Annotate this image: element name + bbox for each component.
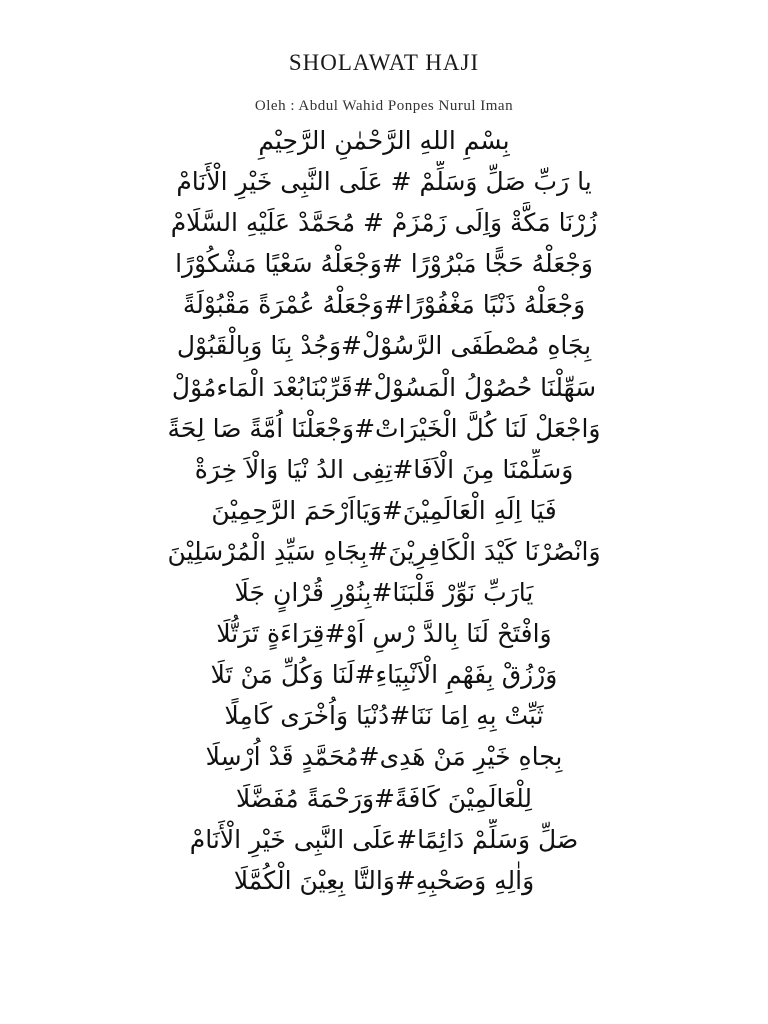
verse-line: وَاجْعَلْ لَنَا كُلَّ الْخَيْرَاتْ#وَجْعَلْنَا اُمَّةً صَا لِحَةً: [167, 413, 601, 443]
verse-line: وَجْعَلْهُ ذَنْبًا مَغْفُوْرًا#وَجْعَلْهُ عُمْرَةً مَقْبُوْلَةً: [182, 290, 586, 320]
verse-line: وَانْصُرْنَا كَيْدَ الْكَافِرِيْنَ#بِجَاهِ سَيِّدِ الْمُرْسَلِيْنَ: [167, 536, 601, 566]
verse-line: سَهِّلْنَا حُصُوْلُ الْمَسُوْلْ#قَرِّبْنَابُعْدَ الْمَاءمُوْلْ: [171, 372, 597, 402]
verse-line: وَافْتَحْ لَنَا بِالدَّ رْسِ اَوْ#قِرَاءَةٍ تَرَتُّلَا: [216, 619, 552, 649]
verse-line: وَرْزُقْ بِفَهْمِ الْاَنْبِيَاءِ#لَنَا وَكُلِّ مَنْ تَلَا: [210, 660, 558, 690]
verse-line: ثَبِّتْ بِهِ اِمَا نَنَا#دُنْيَا وَاُخْرَى كَامِلًا: [224, 701, 544, 731]
verse-line: يَارَبِّ نَوِّرْ قَلْبَنَا#بِنُوْرِ قُرْانٍ جَلَا: [234, 578, 534, 608]
verse-line: فَيَا اِلَهِ الْعَالَمِيْنَ#وَيَااَرْحَمَ الرَّحِمِيْنَ: [211, 495, 557, 525]
document-title: SHOLAWAT HAJI: [288, 50, 480, 75]
verse-line: بِجاهِ خَيْرِ مَنْ هَدِى#مُحَمَّدٍ قَدْ اُرْسِلَا: [205, 742, 563, 772]
verse-line: وَسَلِّمْنَا مِنَ الْاَفَا#تِفِى الدُ نْيَا وَالْاَ خِرَةْ: [194, 454, 574, 484]
verse-line: صَلِّ وَسَلِّمْ دَائِمًا#عَلَى النَّبِى خَيْرِ الْأَنَامْ: [189, 824, 579, 854]
verse-line: وَجْعَلْهُ حَجًّا مَبْرُوْرًا #وَجْعَلْهُ سَعْيًا مَشْكُوْرًا: [175, 249, 593, 279]
verse-line: يا رَبِّ صَلِّ وَسَلِّمْ # عَلَى النَّبِى خَيْرِ الْأَنَامْ: [176, 167, 592, 197]
verse-line: بِجَاهِ مُصْطَفَى الرَّسُوْلْ#وَجُدْ بِنَا وَبِالْقَبُوْل: [176, 331, 592, 361]
verse-list: [0, 120, 768, 901]
verse-line: بِسْمِ اللهِ الرَّحْمٰنِ الرَّحِيْمِ: [258, 126, 510, 155]
document-author: Oleh : Abdul Wahid Ponpes Nurul Iman: [254, 98, 514, 114]
verse-line: وَاٰلِهِ وَصَحْبِهِ#وَالتَّا بِعِيْنَ الْكُمَّلَا: [233, 865, 535, 895]
verse-line: زُرْنَا مَكَّةْ وَاِلَى زَمْزَمْ # مُحَمَّدْ عَلَيْهِ السَّلَامْ: [170, 208, 598, 238]
verse-line: لِلْعَالَمِيْنَ كَافَةً#وَرَحْمَةً مُفَضَّلَا: [235, 783, 533, 813]
